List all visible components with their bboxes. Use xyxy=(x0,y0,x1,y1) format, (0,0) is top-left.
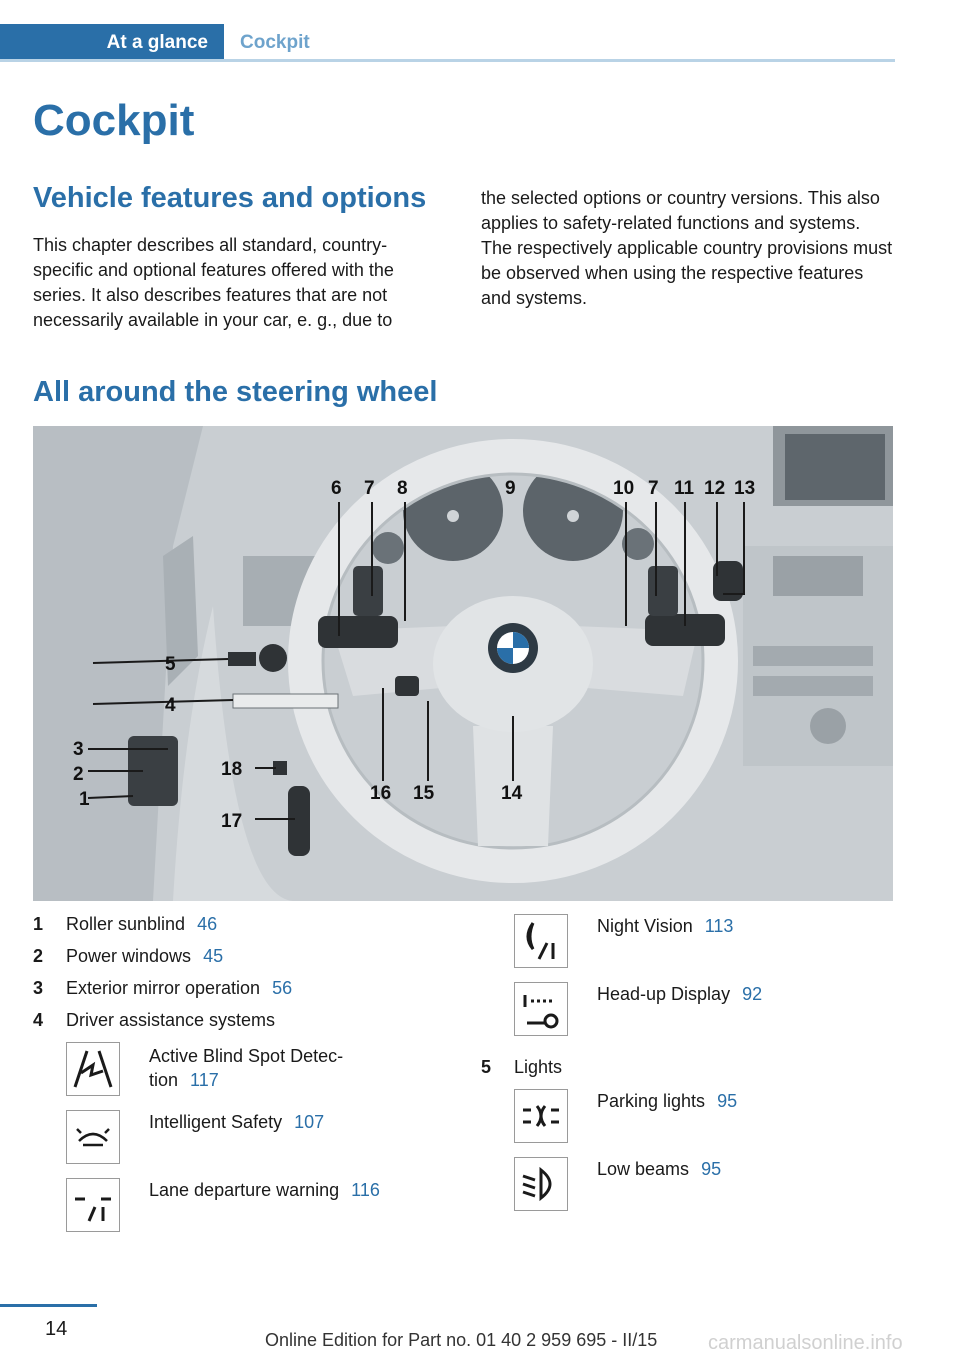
callout-15: 15 xyxy=(413,783,435,804)
callout-12: 12 xyxy=(704,478,726,499)
page-link[interactable]: 45 xyxy=(203,946,224,966)
blind-spot-icon xyxy=(66,1042,120,1096)
left-feature-list xyxy=(33,914,453,1244)
low-beams-icon xyxy=(514,1157,568,1211)
callout-11: 11 xyxy=(674,478,695,499)
page-link[interactable]: 92 xyxy=(742,984,763,1004)
callout-1: 1 xyxy=(79,789,90,810)
callout-4: 4 xyxy=(165,695,176,716)
item-number: 2 xyxy=(33,946,44,966)
item-label: Roller sunblind 46 xyxy=(66,914,218,934)
callout-5: 5 xyxy=(165,654,176,675)
header-divider xyxy=(0,59,895,62)
intro-text-left: This chapter describes all standard, country-specific and optional features offered with the series. It also describes features that are not necessarily available in your car, e. g., due to xyxy=(33,235,394,330)
callout-18: 18 xyxy=(221,759,243,780)
tab-cockpit[interactable]: Cockpit xyxy=(240,32,310,53)
sub-item-label: Intelligent Safety 107 xyxy=(149,1112,325,1132)
callout-7a: 7 xyxy=(364,478,375,499)
intro-text-right: the selected options or country versions. This also applies to safety-related functions and systems. The respectively applicable country provisions must be observed when using the respective features and systems. xyxy=(481,188,893,308)
callout-8: 8 xyxy=(397,478,408,499)
item-label: Lights xyxy=(514,1057,563,1077)
callout-14: 14 xyxy=(501,783,523,804)
page-link[interactable]: 117 xyxy=(190,1070,219,1090)
callout-7b: 7 xyxy=(648,478,659,499)
intelligent-safety-icon xyxy=(66,1110,120,1164)
tab-at-a-glance[interactable]: At a glance xyxy=(0,24,224,62)
callout-6: 6 xyxy=(331,478,342,499)
sub-item-label: Active Blind Spot Detec- tion 117 xyxy=(149,1046,344,1090)
cockpit-drawing xyxy=(33,426,893,901)
item-number: 3 xyxy=(33,978,44,998)
callout-9: 9 xyxy=(505,478,516,499)
page-link[interactable]: 95 xyxy=(701,1159,722,1179)
page-number: 14 xyxy=(45,1318,68,1340)
sub-item-label: Low beams 95 xyxy=(597,1159,722,1179)
callout-13: 13 xyxy=(734,478,756,499)
sub-item-label: Night Vision 113 xyxy=(597,916,734,936)
right-feature-list xyxy=(481,914,893,1224)
page-link[interactable]: 113 xyxy=(704,916,734,936)
watermark: carmanualsonline.info xyxy=(708,1332,903,1354)
page-link[interactable]: 95 xyxy=(717,1091,738,1111)
sub-item-label: Head-up Display 92 xyxy=(597,984,763,1004)
page-link[interactable]: 46 xyxy=(197,914,218,934)
footer-divider xyxy=(0,1304,97,1307)
callout-2: 2 xyxy=(73,764,84,785)
item-number: 5 xyxy=(481,1057,492,1077)
night-vision-icon xyxy=(514,914,568,968)
section-title-steering-wheel: All around the steering wheel xyxy=(33,376,438,408)
head-up-display-icon xyxy=(514,982,568,1036)
page-link[interactable]: 116 xyxy=(351,1180,380,1200)
header-tab-bar xyxy=(0,24,895,62)
item-number: 1 xyxy=(33,914,44,934)
parking-lights-icon xyxy=(514,1089,568,1143)
edition-info: Online Edition for Part no. 01 40 2 959 695 - II/15 xyxy=(265,1330,658,1350)
cockpit-illustration xyxy=(33,426,893,901)
page-link[interactable]: 56 xyxy=(272,978,293,998)
callout-10: 10 xyxy=(613,478,635,499)
callout-3: 3 xyxy=(73,739,84,760)
section-title-vehicle-features: Vehicle features and options xyxy=(33,182,427,214)
item-label: Exterior mirror operation 56 xyxy=(66,978,293,998)
item-label: Driver assistance systems xyxy=(66,1010,276,1030)
sub-item-label: Parking lights 95 xyxy=(597,1091,738,1111)
page-title: Cockpit xyxy=(33,96,195,145)
callout-16: 16 xyxy=(370,783,392,804)
lane-departure-icon xyxy=(66,1178,120,1232)
item-label: Power windows 45 xyxy=(66,946,224,966)
page-link[interactable]: 107 xyxy=(294,1112,325,1132)
item-number: 4 xyxy=(33,1010,44,1030)
callout-17: 17 xyxy=(221,811,243,832)
sub-item-label: Lane departure warning 116 xyxy=(149,1180,380,1200)
